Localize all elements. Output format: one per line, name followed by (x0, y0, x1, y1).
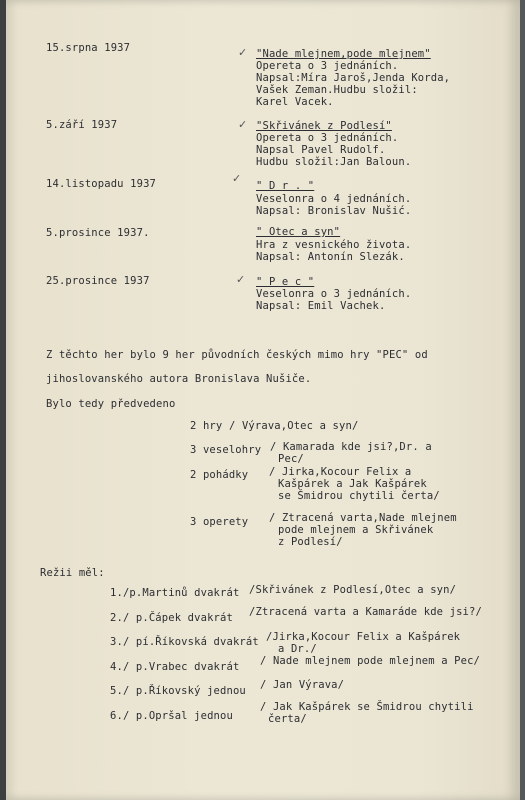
check-mark: ✓ (236, 273, 246, 286)
entry-line: Napsal Pavel Rudolf. (256, 144, 386, 156)
performed-count: 3 veselohry (190, 444, 262, 456)
page-edge-right (520, 0, 525, 800)
director-line: /Skřivánek z Podlesí,Otec a syn/ (249, 584, 457, 596)
director-line: /Jirka,Kocour Felix a Kašpárek (266, 631, 461, 643)
entry-line: Veselonra o 4 jednáních. (256, 193, 412, 205)
directors-heading: Režii měl: (40, 567, 105, 579)
director-line: / Nade mlejnem pode mlejnem a Pec/ (260, 655, 481, 667)
entry-title: "Skřivánek z Podlesí" (256, 120, 392, 132)
performed-line: se Šmidrou chytili čerta/ (278, 490, 440, 502)
summary-line: Bylo tedy předvedeno (46, 398, 176, 410)
performed-line: / Ztracená varta,Nade mlejnem (269, 512, 457, 524)
entry-line: Vašek Zeman.Hudbu složil: (256, 84, 418, 96)
performed-count: 3 operety (190, 516, 249, 528)
performed-line: Kašpárek a Jak Kašpárek (278, 478, 427, 490)
director-lead: 4./ p.Vrabec dvakrát (110, 661, 240, 673)
performed-line: / Jirka,Kocour Felix a (269, 466, 412, 478)
check-mark: ✓ (238, 118, 248, 131)
entry-title: "Nade mlejnem,pode mlejnem" (256, 48, 431, 60)
entry-date: 5.září 1937 (46, 119, 118, 131)
entry-line: Opereta o 3 jednáních. (256, 60, 399, 72)
director-line: a Dr./ (278, 643, 317, 655)
entry-line: Veselonra o 3 jednáních. (256, 288, 412, 300)
entry-line: Hra z vesnického života. (256, 239, 412, 251)
entry-line: Napsal: Emil Vachek. (256, 300, 386, 312)
director-lead: 5./ p.Říkovský jednou (110, 685, 246, 697)
entry-date: 5.prosince 1937. (46, 227, 150, 239)
director-lead: 1./p.Martinů dvakrát (110, 587, 240, 599)
performed-count: 2 pohádky (190, 469, 249, 481)
entry-line: Opereta o 3 jednáních. (256, 132, 399, 144)
summary-line: jihoslovanského autora Bronislava Nušiče. (46, 373, 312, 385)
entry-date: 15.srpna 1937 (46, 42, 131, 54)
director-lead: 6./ p.Opršal jednou (110, 710, 233, 722)
entry-line: Napsal: Bronislav Nušić. (256, 205, 412, 217)
entry-title: " Otec a syn" (256, 226, 341, 238)
director-lead: 2./ p.Čápek dvakrát (110, 612, 233, 624)
entry-date: 25.prosince 1937 (46, 275, 150, 287)
entry-line: Napsal: Antonín Slezák. (256, 251, 405, 263)
check-mark: ✓ (232, 172, 242, 185)
performed-line: z Podlesí/ (278, 536, 343, 548)
director-line: / Jak Kašpárek se Šmidrou chytili (260, 701, 474, 713)
entry-line: Napsal:Míra Jaroš,Jenda Korda, (256, 72, 451, 84)
director-line: čerta/ (268, 713, 307, 725)
director-line: / Jan Výrava/ (260, 679, 345, 691)
check-mark: ✓ (238, 46, 248, 59)
performed-line: / Výrava,Otec a syn/ (229, 420, 359, 432)
director-line: /Ztracená varta a Kamaráde kde jsi?/ (249, 606, 482, 618)
entry-line: Hudbu složil:Jan Baloun. (256, 156, 412, 168)
entry-title: " D r . " (256, 180, 315, 192)
performed-count: 2 hry (190, 420, 223, 432)
performed-line: Pec/ (278, 453, 304, 465)
director-lead: 3./ pí.Říkovská dvakrát (110, 636, 259, 648)
performed-line: / Kamarada kde jsi?,Dr. a (270, 441, 432, 453)
entry-date: 14.listopadu 1937 (46, 178, 157, 190)
summary-line: Z těchto her bylo 9 her původních českých mimo hry "PEC" od (46, 349, 428, 361)
entry-title: " P e c " (256, 276, 315, 288)
document-page (6, 0, 520, 800)
performed-line: pode mlejnem a Skřivánek (278, 524, 434, 536)
entry-line: Karel Vacek. (256, 96, 334, 108)
